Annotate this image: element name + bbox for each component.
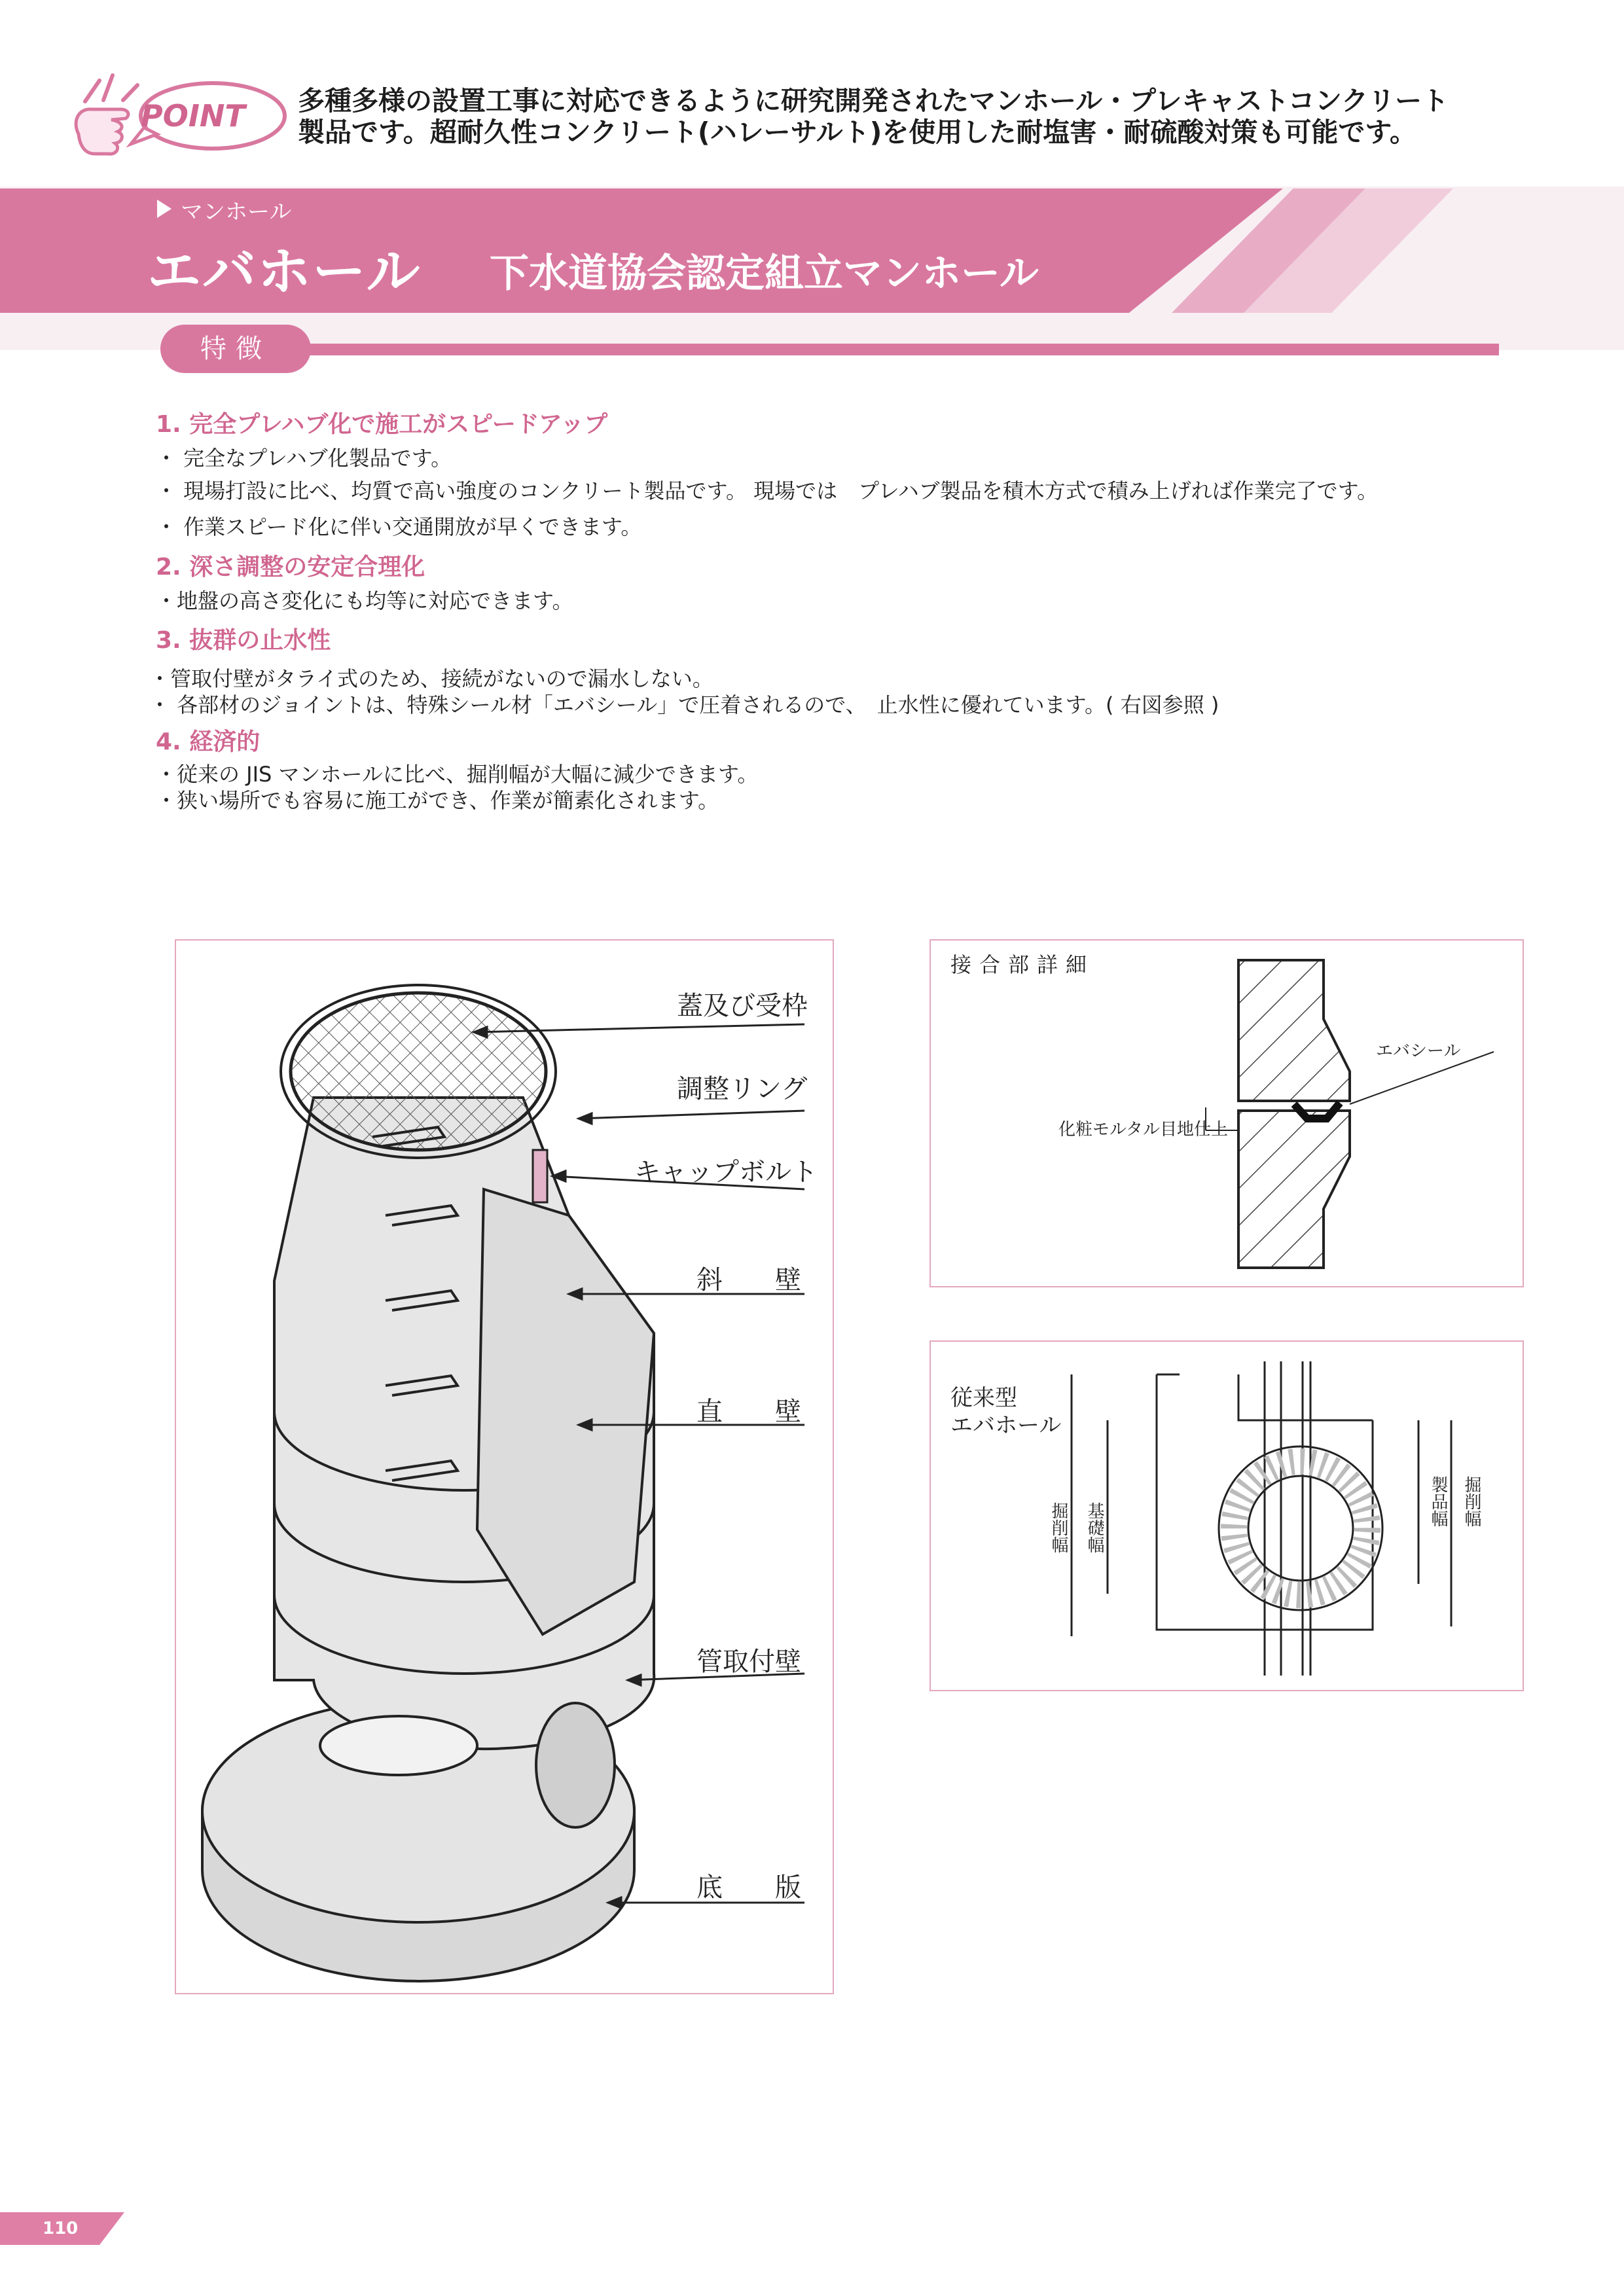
label-base-slab: 底 版	[696, 1873, 801, 1903]
section-divider	[288, 344, 1499, 355]
label-cap-bolt: キャップボルト	[634, 1157, 818, 1187]
label-pipe-wall: 管取付壁	[696, 1647, 801, 1677]
point-line-1: 多種多様の設置工事に対応できるように研究開発されたマンホール・プレキャストコンクリート	[298, 85, 1449, 117]
feature-item: ・狭い場所でも容易に施工ができ、作業が簡素化されます。	[156, 788, 719, 813]
product-subtitle: 下水道協会認定組立マンホール	[490, 251, 1039, 296]
feature-heading: 4. 経済的	[156, 728, 261, 755]
comparison-figure	[929, 1340, 1524, 1691]
joint-detail-figure	[929, 939, 1524, 1287]
joint-detail-title: 接合部詳細	[950, 952, 1095, 977]
point-badge-label: POINT	[141, 98, 245, 134]
comparison-title-2: エバホール	[950, 1412, 1062, 1439]
feature-item: ・ 作業スピード化に伴い交通開放が早くできます。	[156, 514, 642, 539]
feature-heading: 2. 深さ調整の安定合理化	[156, 554, 425, 581]
manhole-cutaway-figure	[175, 939, 834, 1994]
label-cover-frame: 蓋及び受枠	[677, 991, 808, 1021]
product-name: エバホール	[147, 241, 422, 303]
feature-heading: 3. 抜群の止水性	[156, 627, 331, 654]
feature-heading: 1. 完全プレハブ化で施工がスピードアップ	[156, 411, 608, 438]
feature-item: ・管取付壁がタライ式のため、接続がないので漏水しない。	[149, 666, 713, 691]
comparison-title-1: 従来型	[950, 1385, 1017, 1411]
dim-excavation-right: 掘削幅	[1462, 1476, 1481, 1527]
dim-excavation-left: 掘削幅	[1049, 1502, 1068, 1553]
point-description	[298, 85, 1542, 148]
page-number: 110	[43, 2219, 79, 2238]
category-label: マンホール	[181, 199, 292, 225]
feature-item: ・ 各部材のジョイントは、特殊シール材「エバシール」で圧着されるので、 止水性に優れています。( 右図参照 )	[149, 692, 1219, 717]
mortar-label: 化粧モルタル目地仕上	[1058, 1120, 1228, 1139]
feature-item: ・ 完全なプレハブ化製品です。	[156, 446, 452, 471]
evaseal-label: エバシール	[1376, 1041, 1461, 1061]
feature-item: ・従来の JIS マンホールに比べ、掘削幅が大幅に減少できます。	[156, 762, 759, 787]
label-adjust-ring: 調整リング	[677, 1074, 808, 1104]
dim-product: 製品幅	[1428, 1476, 1448, 1527]
joint-detail-drawing	[931, 941, 1523, 1286]
point-line-2: 製品です。超耐久性コンクリート(ハレーサルト)を使用した耐塩害・耐硫酸対策も可能です。	[298, 117, 1417, 148]
features-tab: 特徴	[160, 325, 311, 373]
dim-foundation: 基礎幅	[1085, 1502, 1104, 1553]
label-straight-wall: 直 壁	[696, 1397, 801, 1427]
feature-item: ・ 現場打設に比べ、均質で高い強度のコンクリート製品です。 現場では プレハブ製品を積木方式で積み上げれば作業完了です。	[156, 478, 1379, 503]
label-slope-wall: 斜 壁	[696, 1265, 801, 1295]
feature-item: ・地盤の高さ変化にも均等に対応できます。	[156, 588, 573, 613]
